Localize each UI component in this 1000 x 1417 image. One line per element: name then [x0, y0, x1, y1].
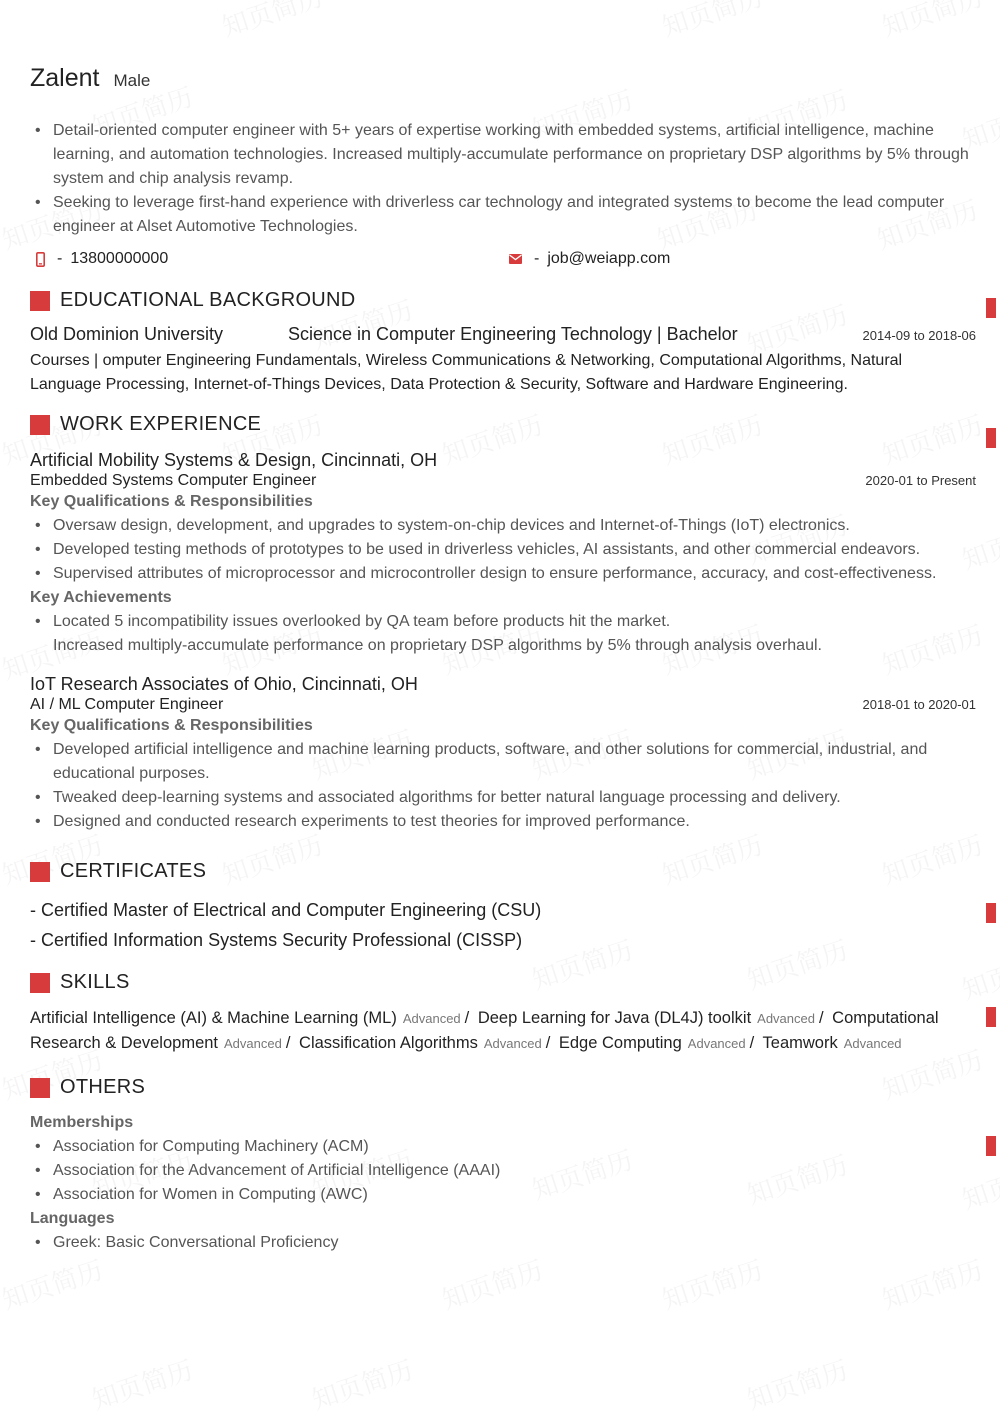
phone-number[interactable]: 13800000000 [70, 250, 169, 267]
list-item: • Association for Women in Computing (AWC) [30, 1183, 976, 1207]
skill-name: Deep Learning for Java (DL4J) toolkit [477, 1009, 752, 1027]
section-marker [986, 298, 996, 318]
skill-separator: / [464, 1009, 470, 1027]
company-name: Artificial Mobility Systems & Design, Cincinnati, OH [30, 450, 438, 470]
skill-level: Advanced [483, 1036, 542, 1051]
phone-separator: - [57, 250, 63, 267]
company-name: IoT Research Associates of Ohio, Cincinnati, OH [30, 674, 418, 694]
resume-header [30, 64, 976, 93]
skill-separator: / [285, 1034, 291, 1052]
section-title: SKILLS [60, 971, 130, 993]
skill-separator: / [818, 1009, 824, 1027]
memberships-title: Memberships [30, 1114, 134, 1131]
section-square-icon [30, 1078, 50, 1098]
achievements-list [30, 610, 976, 658]
section-marker [986, 428, 996, 448]
watermark [657, 1250, 767, 1317]
education-date: 2014-09 to 2018-06 [862, 328, 976, 343]
list-item: • Located 5 incompatibility issues overlooked by QA team before products hit the market. [30, 610, 976, 634]
list-item: • Developed testing methods of prototypes to be used in driverless vehicles, AI assistants, and other commercial endeavors. [30, 538, 976, 562]
list-item: • Supervised attributes of microprocessor and microcontroller design to ensure performance, accuracy, and cost-effectiveness. [30, 562, 976, 586]
watermark [87, 1350, 197, 1417]
skill-level: Advanced [757, 1011, 815, 1026]
resume-page [30, 64, 976, 1255]
section-header-skills [30, 971, 976, 994]
section-header-others [30, 1076, 976, 1099]
job-date: 2018-01 to 2020-01 [862, 697, 976, 712]
languages-list [30, 1231, 976, 1255]
section-square-icon [30, 973, 50, 993]
candidate-name: Zalent [30, 64, 100, 92]
job-date: 2020-01 to Present [865, 473, 976, 488]
email-separator: - [534, 250, 540, 267]
section-header-certificates [30, 860, 976, 883]
list-item: • Tweaked deep-learning systems and associated algorithms for better natural language processing and delivery. [30, 786, 976, 810]
job-position: Embedded Systems Computer Engineer [30, 472, 317, 489]
list-item: Increased multiply-accumulate performance on proprietary DSP algorithms by 5% through analysis overhaul. [53, 637, 822, 654]
phone-icon [35, 252, 45, 267]
section-header-education [30, 289, 976, 312]
languages-title: Languages [30, 1210, 115, 1227]
skill-name: Artificial Intelligence (AI) & Machine Learning (ML) [30, 1009, 397, 1027]
position-row [30, 472, 976, 490]
section-marker [986, 1007, 996, 1027]
section-marker [986, 1136, 996, 1156]
position-row [30, 696, 976, 714]
section-square-icon [30, 415, 50, 435]
watermark [0, 1250, 107, 1317]
skill-name: Classification Algorithms [299, 1034, 478, 1052]
section-title: CERTIFICATES [60, 860, 207, 882]
section-square-icon [30, 291, 50, 311]
email-address[interactable]: job@weiapp.com [547, 250, 671, 267]
certificate-item: - Certified Master of Electrical and Computer Engineering (CSU) [30, 900, 542, 920]
email-contact [503, 250, 976, 268]
skill-separator: / [545, 1034, 551, 1052]
education-row [30, 324, 976, 345]
watermark [877, 1250, 987, 1317]
candidate-gender: Male [113, 71, 151, 90]
skills-list [30, 1006, 976, 1056]
section-title: WORK EXPERIENCE [60, 413, 262, 435]
section-marker [986, 903, 996, 923]
summary-item: • Seeking to leverage first-hand experience with driverless car technology and integrated systems to become the lead computer engineer at Alset Automotive Technologies. [30, 191, 976, 239]
watermark [742, 1350, 852, 1417]
list-item: • Association for the Advancement of Artificial Intelligence (AAAI) [30, 1159, 976, 1183]
summary-list [30, 119, 976, 239]
skill-level: Advanced [224, 1036, 282, 1051]
job-entry [30, 448, 976, 658]
list-item: • Designed and conducted research experiments to test theories for improved performance. [30, 810, 976, 834]
mail-icon [508, 252, 522, 267]
watermark [217, 0, 327, 44]
education-courses: Courses | omputer Engineering Fundamentals, Wireless Communications & Networking, Computational Algorithms, Natural Language Processing, Internet-of-Things Devices, Data Protection & Security, Software and Hardware Engineering. [30, 352, 903, 393]
skill-level: Advanced [843, 1036, 902, 1051]
section-title: EDUCATIONAL BACKGROUND [60, 289, 356, 311]
contact-row [30, 247, 976, 271]
job-position: AI / ML Computer Engineer [30, 696, 224, 713]
watermark [657, 0, 767, 44]
section-title: OTHERS [60, 1076, 146, 1098]
list-item: • Greek: Basic Conversational Proficiency [30, 1231, 976, 1255]
summary-item: • Detail-oriented computer engineer with 5+ years of expertise working with embedded systems, artificial intelligence, machine learning, and automation technologies. Increased multiply-accumulate performance on proprietary DSP algorithms by 5% through system and chip analysis revamp. [30, 119, 976, 191]
responsibilities-list [30, 514, 976, 586]
responsibilities-title: Key Qualifications & Responsibilities [30, 717, 313, 734]
list-item: • Association for Computing Machinery (ACM) [30, 1135, 976, 1159]
skill-name: Teamwork [762, 1034, 838, 1052]
section-square-icon [30, 862, 50, 882]
phone-contact [30, 250, 503, 268]
achievements-title: Key Achievements [30, 589, 172, 606]
memberships-list [30, 1135, 976, 1207]
section-header-work [30, 413, 976, 436]
certificate-item: - Certified Information Systems Security Professional (CISSP) [30, 930, 523, 950]
school-name: Old Dominion University [30, 324, 224, 344]
degree-major: Science in Computer Engineering Technology | Bachelor [288, 324, 738, 344]
skill-name: Edge Computing [558, 1034, 682, 1052]
responsibilities-title: Key Qualifications & Responsibilities [30, 493, 313, 510]
list-item: • Oversaw design, development, and upgrades to system-on-chip devices and Internet-of-Things (IoT) electronics. [30, 514, 976, 538]
watermark [307, 1350, 417, 1417]
skill-name: Computational Research & Development [30, 1009, 939, 1052]
job-entry [30, 672, 976, 834]
skill-level: Advanced [402, 1011, 461, 1026]
skill-separator: / [749, 1034, 755, 1052]
watermark [437, 1250, 547, 1317]
skill-level: Advanced [687, 1036, 746, 1051]
watermark [877, 0, 987, 44]
list-item: • Developed artificial intelligence and machine learning products, software, and other solutions for commercial, industrial, and educational purposes. [30, 738, 976, 786]
responsibilities-list [30, 738, 976, 834]
